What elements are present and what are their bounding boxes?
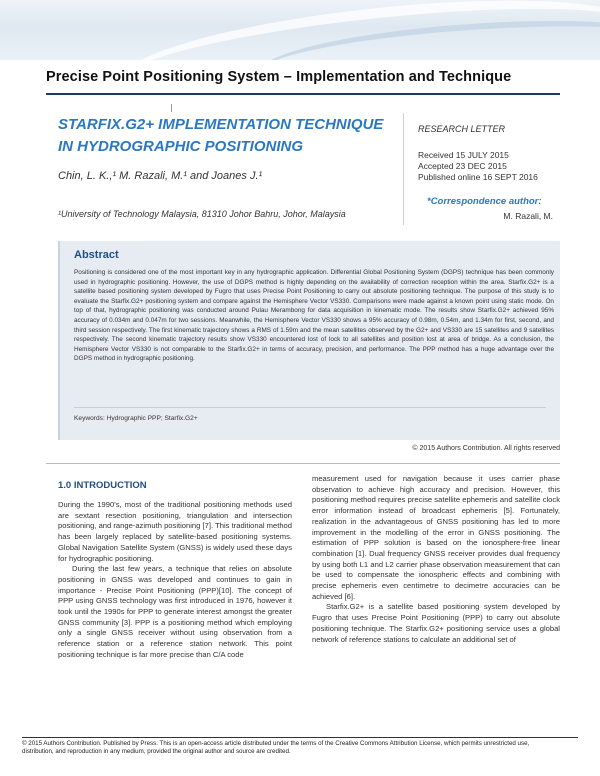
journal-title-rule bbox=[46, 93, 560, 95]
article-affiliation: ¹University of Technology Malaysia, 81310 Johor Bahru, Johor, Malaysia bbox=[58, 209, 346, 219]
correspondence-label: *Correspondence author: bbox=[427, 196, 542, 207]
article-type: RESEARCH LETTER bbox=[418, 124, 506, 134]
footnote-rule bbox=[22, 737, 578, 738]
correspondence-name: M. Razali, M. bbox=[503, 211, 553, 221]
license-footnote: © 2015 Authors Contribution. Published by Press. This is an open-access article distributed under the terms of the Creative Commons Attribution License, which permits unrestricted use, distribution, and reproduction in any medium, provided the original author and source are credited. bbox=[22, 740, 530, 756]
abstract-keywords: Keywords: Hydrographic PPP; Starfix.G2+ bbox=[74, 415, 198, 422]
body-column-left bbox=[58, 500, 292, 661]
abstract-text: Positioning is considered one of the most important key in any hydrographic application. Differential Global Positioning System (DGPS) technique has been commonly used in hydrographic positioning. However, the use of DGPS method is highly depending on the availability of correction reception within the area. Starfix.G2+ is a satellite based positioning system developed by Fugro that uses Precise Point Positioning to carry out absolute positioning technique. The purpose of this study is to evaluate the Starfix.G2+ positioning system and compare against the Hemisphere Vector VS330. Comparisons were made against a known point using static mode. On top of that, hydrographic positioning was conducted around Pulau Merambong for data acquisition in kinematic mode. The results show Starfix.G2+ achieved 95% accuracy of 0.034m and 0.047m for two sessions. Meanwhile, the Hemisphere Vector VS330 shows a 95% accuracy of 0.98m, 0.54m, and 1.34m for first, second, and third session respectively. The first kinematic trajectory shows a RMS of 1.59m and the mean satellites observed by the G2+ and VS330 are 15 satellites and 9 satellites respectively. The second kinematic trajectory results show VS330 encountered lost of lock to all satellites and position lost at area of bridge. As a conclusion, the Hemisphere Vector VS330 is not comparable to the Starfix.G2+ in terms of accuracy, precision, and performance. The PPP method has a huge advantage over the DGPS method in hydrographic positioning. bbox=[74, 269, 554, 363]
intro-paragraph-2: During the last few years, a technique that relies on absolute positioning in GNSS was developed and continues to gain in importance - Precise Point Positioning (PPP)[10]. The concept of PPP using GNSS technology was first introduced in 1976, however it took until the 1990s for PPP to generate interest amongst the greater GNSS community [3]. PPP is a positioning method which employing only a single GNSS receiver without using observation from a reference station or a reference station network. This point positioning technique is far more precise than C/A code bbox=[58, 564, 292, 659]
published-date: Published online 16 SEPT 2016 bbox=[418, 172, 538, 182]
copyright-notice: © 2015 Authors Contribution. All rights reserved bbox=[412, 445, 560, 452]
header-column-divider bbox=[403, 113, 404, 225]
abstract-box bbox=[58, 241, 560, 440]
text-cursor-mark bbox=[171, 104, 172, 112]
section-divider bbox=[46, 463, 560, 464]
header-banner bbox=[0, 0, 600, 60]
introduction-heading: 1.0 INTRODUCTION bbox=[58, 480, 147, 491]
abstract-heading: Abstract bbox=[74, 249, 119, 261]
article-authors: Chin, L. K.,¹ M. Razali, M.¹ and Joanes J.¹ bbox=[58, 170, 263, 182]
journal-title: Precise Point Positioning System – Implementation and Technique bbox=[46, 69, 512, 85]
article-dates bbox=[418, 150, 538, 183]
received-date: Received 15 JULY 2015 bbox=[418, 150, 509, 160]
intro-paragraph-1: During the 1990’s, most of the traditional positioning methods used are sextant resection positioning, triangulation and intersection positioning, and range-azimuth positioning [7]. This traditional method has been largely replaced by satellite-based positioning systems. Global Navigation Satellite System (GNSS) is widely used these days for hydrographic positioning. bbox=[58, 500, 292, 563]
article-title: STARFIX.G2+ IMPLEMENTATION TECHNIQUE IN HYDROGRAPHIC POSITIONING bbox=[58, 116, 384, 155]
abstract-divider bbox=[74, 407, 546, 408]
intro-paragraph-4: Starfix.G2+ is a satellite based positioning system developed by Fugro that uses Precise Point Positioning (PPP) to carry out absolute positioning technique. The Starfix.G2+ positioning service uses a global network of reference stations to calculate an additional set of bbox=[312, 602, 560, 644]
article-info-panel bbox=[418, 124, 558, 182]
accepted-date: Accepted 23 DEC 2015 bbox=[418, 161, 507, 171]
intro-paragraph-3: measurement used for navigation because it uses carrier phase observation to achieve high accuracy and precision. However, this positioning method requires precise satellite ephemeris and satellite clock error information instead of broadcast ephemeris [5]. Fortunately, realization in the advantageous of GNSS positioning has led to more improvement in the modelling of the error in GNSS positioning. The estimation of PPP solution is based on the ionosphere-free linear combination [1]. Dual frequency GNSS receiver provides dual frequency by using both L1 and L2 carrier phase observation measurement that can be used to compensate the ionospheric effects and combining with precise ephemeris even centimetre to decimetre accuracies can be achieved [6]. bbox=[312, 474, 560, 601]
body-column-right bbox=[312, 474, 560, 645]
